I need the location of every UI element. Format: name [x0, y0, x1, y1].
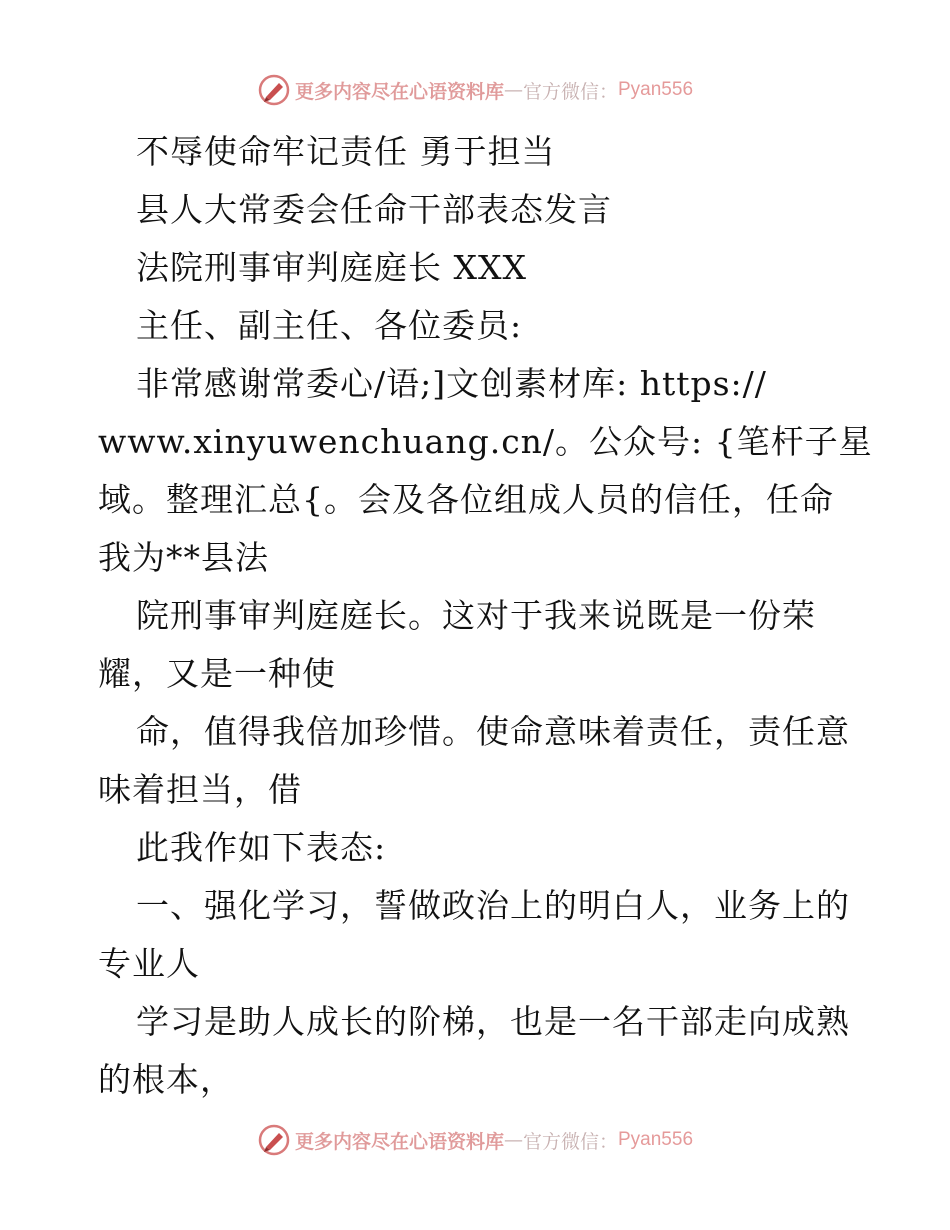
- section-heading: 一、强化学习，誓做政治上的明白人，业务上的: [136, 886, 850, 925]
- banner-site-text: 更多内容尽在心语资料库: [294, 80, 504, 103]
- pen-nib-logo-icon: [257, 73, 291, 107]
- footer-watermark-banner: [0, 1120, 950, 1160]
- banner-separator: —: [503, 79, 523, 101]
- section-heading-continued: 专业人: [98, 944, 200, 983]
- paragraph-line: 此我作如下表态:: [136, 828, 387, 867]
- paragraph-line: 耀，又是一种使: [98, 654, 336, 693]
- paragraph-line: 我为**县法: [98, 538, 269, 577]
- document-body: [98, 123, 873, 1109]
- document-author: 法院刑事审判庭庭长 XXX: [136, 248, 527, 287]
- banner-wechat-label: 官方微信：: [522, 1130, 618, 1153]
- paragraph-line: 味着担当，借: [98, 770, 302, 809]
- banner-wechat-id: Pyan556: [618, 1129, 694, 1150]
- document-title: 不辱使命牢记责任 勇于担当: [136, 132, 556, 171]
- paragraph-line: www.xinyuwenchuang.cn/。公众号: {笔杆子星: [98, 422, 873, 461]
- paragraph-line: 的根本，: [98, 1060, 234, 1099]
- document-salutation: 主任、副主任、各位委员:: [136, 306, 523, 345]
- paragraph-line: 院刑事审判庭庭长。这对于我来说既是一份荣: [136, 596, 816, 635]
- banner-site-text: 更多内容尽在心语资料库: [294, 1130, 504, 1153]
- paragraph-line: 学习是助人成长的阶梯，也是一名干部走向成熟: [136, 1002, 850, 1041]
- document-subtitle: 县人大常委会任命干部表态发言: [136, 190, 612, 229]
- header-watermark-banner: [0, 70, 950, 110]
- paragraph-line: 域。整理汇总{。会及各位组成人员的信任，任命: [98, 480, 834, 519]
- banner-separator: —: [503, 1129, 523, 1151]
- paragraph-line: 命，值得我倍加珍惜。使命意味着责任，责任意: [136, 712, 850, 751]
- banner-wechat-label: 官方微信：: [522, 80, 618, 103]
- paragraph-line: 非常感谢常委心/语;]文创素材库: https://: [136, 364, 767, 403]
- pen-nib-logo-icon: [257, 1123, 291, 1157]
- banner-wechat-id: Pyan556: [618, 79, 694, 100]
